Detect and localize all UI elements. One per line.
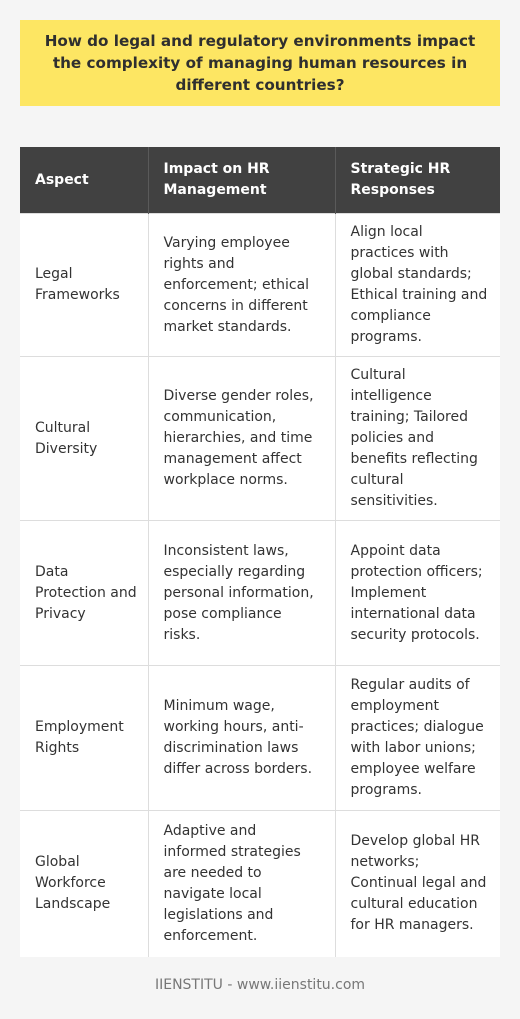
cell-impact: Minimum wage, working hours, anti-discrimination laws differ across borders.: [148, 666, 335, 811]
cell-impact: Varying employee rights and enforcement; ethical concerns in different market standards.: [148, 214, 335, 357]
table-header-row: [20, 147, 500, 214]
cell-aspect: Data Protection and Privacy: [20, 521, 148, 666]
cell-response: Develop global HR networks; Continual legal and cultural education for HR managers.: [335, 811, 500, 957]
header-aspect: Aspect: [20, 147, 148, 214]
header-impact: Impact on HR Management: [148, 147, 335, 214]
footer-credit: IIENSTITU - www.iienstitu.com: [154, 977, 366, 993]
table-row: [20, 357, 500, 521]
cell-aspect: Legal Frameworks: [20, 214, 148, 357]
cell-impact: Diverse gender roles, communication, hierarchies, and time management affect workplace norms.: [148, 357, 335, 521]
cell-aspect: Cultural Diversity: [20, 357, 148, 521]
cell-impact: Inconsistent laws, especially regarding personal information, pose compliance risks.: [148, 521, 335, 666]
cell-response: Appoint data protection officers; Implement international data security protocols.: [335, 521, 500, 666]
table-row: [20, 811, 500, 957]
cell-response: Regular audits of employment practices; dialogue with labor unions; employee welfare programs.: [335, 666, 500, 811]
question-banner: How do legal and regulatory environments impact the complexity of managing human resources in different countries?: [20, 20, 500, 106]
table-row: [20, 214, 500, 357]
hr-comparison-table: [20, 147, 500, 957]
table-row: [20, 666, 500, 811]
table-row: [20, 521, 500, 666]
cell-aspect: Global Workforce Landscape: [20, 811, 148, 957]
cell-response: Align local practices with global standards; Ethical training and compliance programs.: [335, 214, 500, 357]
cell-impact: Adaptive and informed strategies are needed to navigate local legislations and enforcement.: [148, 811, 335, 957]
cell-response: Cultural intelligence training; Tailored policies and benefits reflecting cultural sensitivities.: [335, 357, 500, 521]
cell-aspect: Employment Rights: [20, 666, 148, 811]
header-response: Strategic HR Responses: [335, 147, 500, 214]
